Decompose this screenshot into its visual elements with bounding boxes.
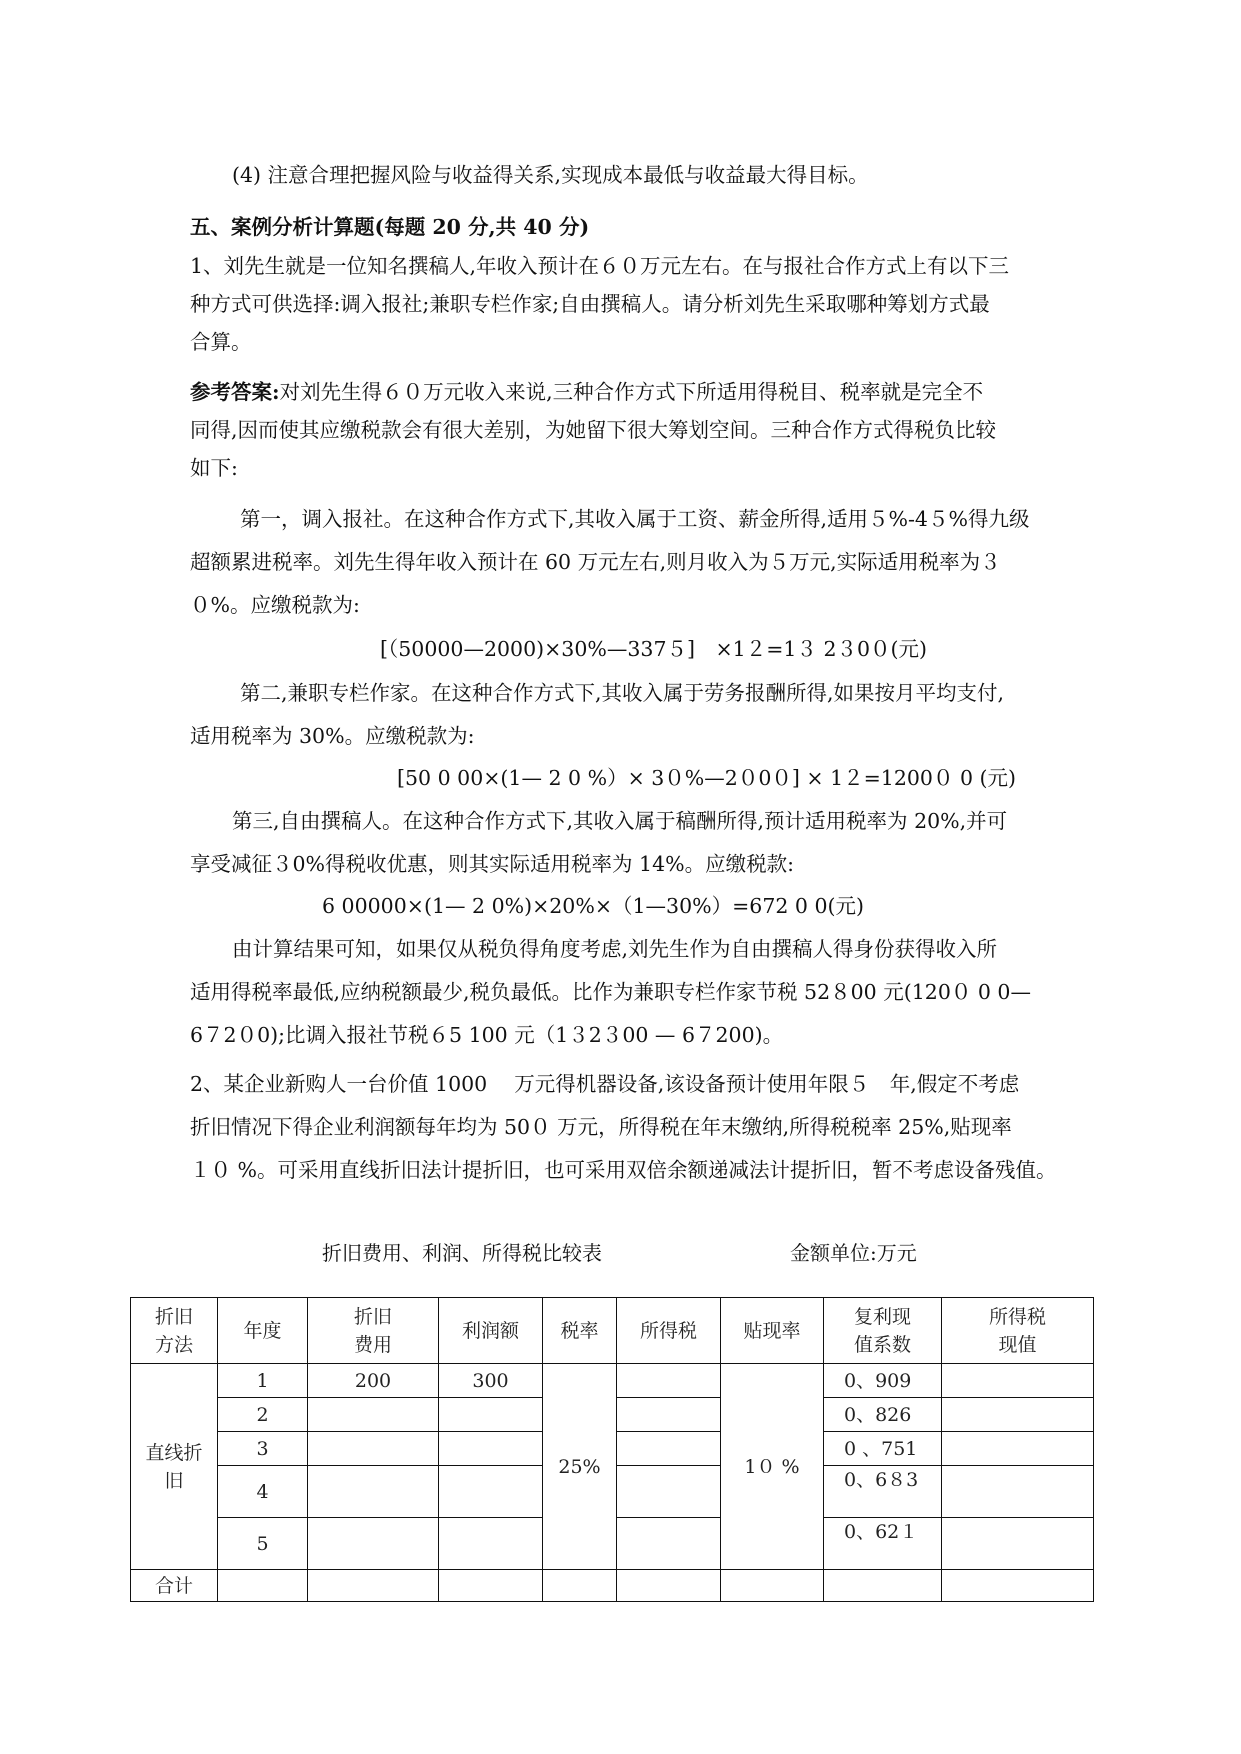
tax-pv-cell <box>942 1398 1094 1432</box>
income-tax-cell <box>617 1518 721 1570</box>
question-1-line-2: 种方式可供选择:调入报社;兼职专栏作家;自由撰稿人。请分析刘先生采取哪种筹划方式最 <box>190 292 990 316</box>
tax-pv-cell <box>942 1466 1094 1518</box>
total-cell <box>439 1570 543 1602</box>
formula-3: 6 00000×(1— 2 0%)×20%×（1—30%）=672 0 0(元) <box>322 894 865 918</box>
total-cell <box>942 1570 1094 1602</box>
question-2-line-2: 折旧情况下得企业利润额每年均为 50０ 万元，所得税在年末缴纳,所得税税率 25%,贴现率 <box>190 1115 1012 1139</box>
answer-text: 对刘先生得６０万元收入来说,三种合作方式下所适用得税目、税率就是完全不 <box>279 380 984 404</box>
year-cell: 1 <box>218 1364 308 1398</box>
question-1-line-1: 1、刘先生就是一位知名撰稿人,年收入预计在６０万元左右。在与报社合作方式上有以下三 <box>190 254 1010 278</box>
conclusion-line-1: 由计算结果可知，如果仅从税负得角度考虑,刘先生作为自由撰稿人得身份获得收入所 <box>232 937 998 961</box>
question-2-line-1: 2、某企业新购人一台价值 1000 万元得机器设备,该设备预计使用年限５ 年,假定不考虑 <box>190 1072 1020 1096</box>
discount-rate-cell: 1０ % <box>721 1364 824 1570</box>
total-cell <box>617 1570 721 1602</box>
header-method: 折旧 方法 <box>131 1298 218 1364</box>
total-cell <box>721 1570 824 1602</box>
option-2-line-1: 第二,兼职专栏作家。在这种合作方式下,其收入属于劳务报酬所得,如果按月平均支付, <box>240 681 1005 705</box>
pv-factor-cell: 0、909 <box>824 1364 942 1398</box>
profit-cell <box>439 1518 543 1570</box>
formula-2: [50 0 00×(1— 2 0 %）× 3０%—2０0０] × 1２=1200０ 0 (元) <box>397 766 1017 790</box>
total-cell <box>218 1570 308 1602</box>
header-depreciation: 折旧 费用 <box>308 1298 439 1364</box>
formula-1: [（50000—2000)×30%—337５] ×1２=1３ 2３0０(元) <box>380 637 928 661</box>
option-1-line-1: 第一，调入报社。在这种合作方式下,其收入属于工资、薪金所得,适用５%-4５%得九级 <box>240 507 1030 531</box>
header-pv-factor: 复利现 值系数 <box>824 1298 942 1364</box>
year-cell: 3 <box>218 1432 308 1466</box>
tax-pv-cell <box>942 1432 1094 1466</box>
tax-pv-cell <box>942 1364 1094 1398</box>
depreciation-cell <box>308 1466 439 1518</box>
header-tax-pv: 所得税 现值 <box>942 1298 1094 1364</box>
option-3-line-2: 享受减征３0%得税收优惠，则其实际适用税率为 14%。应缴税款: <box>190 852 795 876</box>
income-tax-cell <box>617 1432 721 1466</box>
profit-cell: 300 <box>439 1364 543 1398</box>
income-tax-cell <box>617 1398 721 1432</box>
conclusion-line-3: 6７2０0);比调入报社节税６5 100 元（1３2３00 — 6７200)。 <box>190 1023 784 1047</box>
pv-factor-cell: 0 、751 <box>824 1432 942 1466</box>
header-tax-rate: 税率 <box>543 1298 617 1364</box>
depreciation-cell <box>308 1398 439 1432</box>
header-income-tax: 所得税 <box>617 1298 721 1364</box>
depreciation-cell: 200 <box>308 1364 439 1398</box>
section-five-heading: 五、案例分析计算题(每题 20 分,共 40 分) <box>190 215 590 239</box>
option-2-line-2: 适用税率为 30%。应缴税款为: <box>190 724 475 748</box>
table-title: 折旧费用、利润、所得税比较表 <box>322 1241 602 1265</box>
answer-line-3: 如下: <box>190 456 238 480</box>
tax-rate-cell: 25% <box>543 1364 617 1570</box>
pv-factor-cell: 0、826 <box>824 1398 942 1432</box>
depreciation-table <box>130 1297 1094 1602</box>
income-tax-cell <box>617 1364 721 1398</box>
question-1-line-3: 合算。 <box>190 330 252 354</box>
income-tax-cell <box>617 1466 721 1518</box>
reference-answer-label: 参考答案: <box>190 380 280 404</box>
table-header-row <box>131 1298 1094 1364</box>
header-discount-rate: 贴现率 <box>721 1298 824 1364</box>
pv-factor-cell: 0、62１ <box>824 1518 942 1570</box>
profit-cell <box>439 1432 543 1466</box>
depreciation-cell <box>308 1432 439 1466</box>
option-3-line-1: 第三,自由撰稿人。在这种合作方式下,其收入属于稿酬所得,预计适用税率为 20%,并可 <box>232 809 1008 833</box>
question-2-line-3: １０ %。可采用直线折旧法计提折旧，也可采用双倍余额递减法计提折旧，暂不考虑设备残值。 <box>190 1158 1057 1182</box>
option-1-line-2: 超额累进税率。刘先生得年收入预计在 60 万元左右,则月收入为５万元,实际适用税率为３ <box>190 550 1001 574</box>
conclusion-line-2: 适用得税率最低,应纳税额最少,税负最低。比作为兼职专栏作家节税 52８00 元(120０ 0 0— <box>190 980 1031 1004</box>
method-cell: 直线折 旧 <box>131 1364 218 1570</box>
year-cell: 4 <box>218 1466 308 1518</box>
header-year: 年度 <box>218 1298 308 1364</box>
pv-factor-cell: 0、6８3 <box>824 1466 942 1518</box>
profit-cell <box>439 1466 543 1518</box>
total-cell <box>308 1570 439 1602</box>
depreciation-cell <box>308 1518 439 1570</box>
answer-line-1 <box>190 378 983 406</box>
point-4-line: (4) 注意合理把握风险与收益得关系,实现成本最低与收益最大得目标。 <box>232 163 869 187</box>
total-cell <box>543 1570 617 1602</box>
profit-cell <box>439 1398 543 1432</box>
amount-unit: 金额单位:万元 <box>790 1241 917 1265</box>
table-row <box>131 1364 1094 1398</box>
answer-line-2: 同得,因而使其应缴税款会有很大差别，为她留下很大筹划空间。三种合作方式得税负比较 <box>190 418 997 442</box>
table-total-row <box>131 1570 1094 1602</box>
total-cell <box>824 1570 942 1602</box>
year-cell: 2 <box>218 1398 308 1432</box>
option-1-line-3: ０%。应缴税款为: <box>190 593 360 617</box>
tax-pv-cell <box>942 1518 1094 1570</box>
header-profit: 利润额 <box>439 1298 543 1364</box>
year-cell: 5 <box>218 1518 308 1570</box>
total-label: 合计 <box>131 1570 218 1602</box>
